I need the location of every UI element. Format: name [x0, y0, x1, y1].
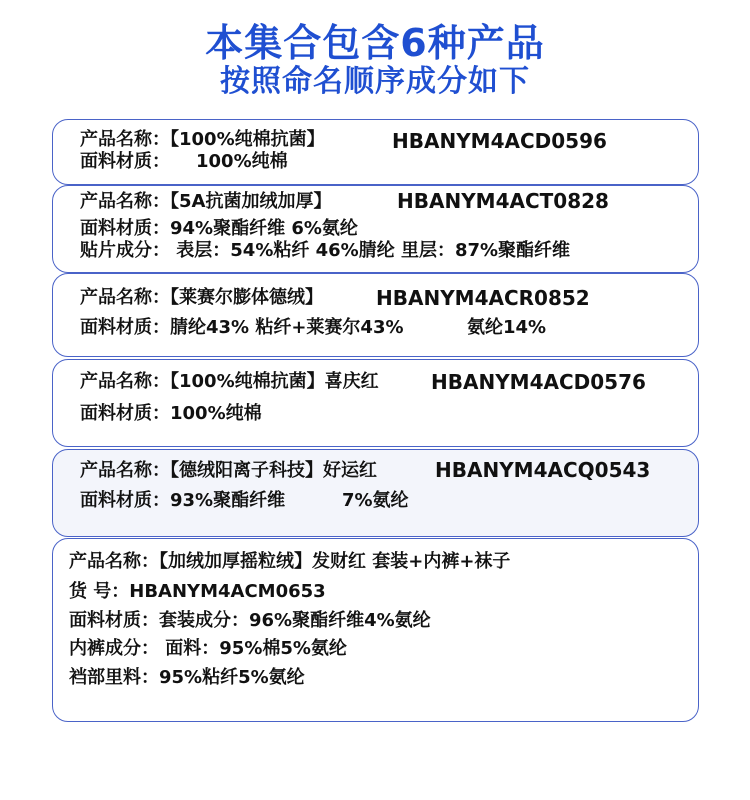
product-code: HBANYM4ACD0596 — [392, 129, 607, 153]
product-code: HBANYM4ACQ0543 — [435, 458, 651, 482]
page-title: 本集合包含6种产品 — [205, 21, 545, 65]
material-label: 面料材质： — [80, 151, 170, 172]
product-card-6 — [52, 538, 699, 722]
product-code: 货 号：HBANYM4ACM0653 — [69, 581, 326, 602]
product-card-3 — [52, 273, 699, 357]
product-name: 产品名称：【100%纯棉抗菌】喜庆红 — [80, 371, 379, 392]
material-line: 面料材质：93%聚酯纤维 — [80, 490, 286, 511]
patch-line: 贴片成分： 表层：54%粘纤 46%腈纶 里层：87%聚酯纤维 — [80, 240, 571, 261]
material-extra: 7%氨纶 — [342, 490, 409, 511]
product-card-4 — [52, 359, 699, 447]
underwear-line: 内裤成分： 面料：95%棉5%氨纶 — [69, 638, 347, 659]
page-subtitle: 按照命名顺序成分如下 — [220, 64, 530, 99]
product-code: HBANYM4ACD0576 — [431, 370, 646, 394]
material-line: 面料材质：100%纯棉 — [80, 403, 262, 424]
product-name: 产品名称：【加绒加厚摇粒绒】发财红 套装+内裤+袜子 — [69, 551, 511, 572]
crotch-lining-line: 裆部里料：95%粘纤5%氨纶 — [69, 667, 305, 688]
product-name: 产品名称：【莱赛尔膨体德绒】 — [80, 287, 323, 308]
product-name: 产品名称：【德绒阳离子科技】好运红 — [80, 460, 377, 481]
material-extra: 氨纶14% — [467, 317, 547, 338]
product-code: HBANYM4ACR0852 — [376, 286, 590, 310]
product-card-5 — [52, 449, 699, 537]
product-name: 产品名称：【100%纯棉抗菌】 — [80, 129, 325, 150]
product-code: HBANYM4ACT0828 — [397, 189, 609, 213]
product-name: 产品名称：【5A抗菌加绒加厚】 — [80, 191, 332, 212]
product-card-1 — [52, 119, 699, 185]
product-card-2 — [52, 185, 699, 273]
material-line: 面料材质：94%聚酯纤维 6%氨纶 — [80, 218, 358, 239]
material-value: 100%纯棉 — [196, 151, 288, 172]
material-line: 面料材质：腈纶43% 粘纤+莱赛尔43% — [80, 317, 404, 338]
material-line: 面料材质：套装成分：96%聚酯纤维4%氨纶 — [69, 610, 431, 631]
